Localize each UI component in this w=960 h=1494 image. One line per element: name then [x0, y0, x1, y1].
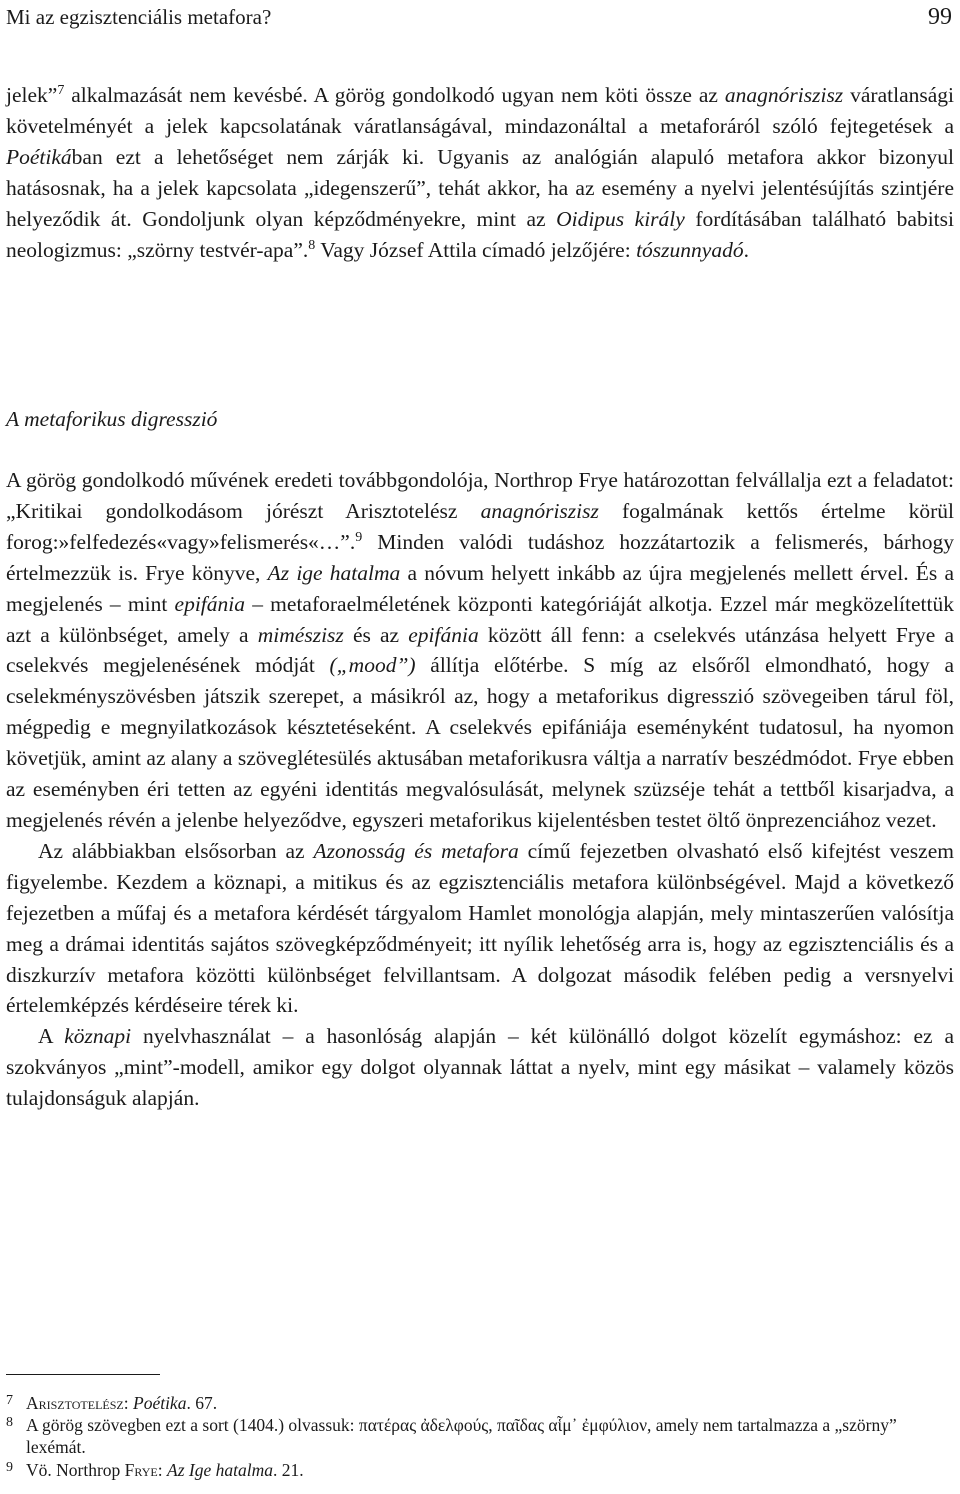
- text-run: fordításában található babitsi neologizmus: „szörny testvér-apa”.: [6, 206, 954, 262]
- italic-term: mimészisz: [257, 622, 344, 647]
- text-run: Az alábbiakban elsősorban az: [38, 838, 314, 863]
- footnote-author: Frye: [124, 1459, 158, 1480]
- italic-term: („mood”): [329, 653, 416, 678]
- section-body: [6, 465, 954, 1114]
- text-run: és az: [343, 622, 409, 647]
- paragraph-3: [6, 836, 954, 1021]
- text-run: fogalmának kettős értelme körül forog:»felfedezés«vagy»felismerés«…”.: [6, 498, 954, 554]
- paragraph-1: [6, 80, 954, 265]
- text-run: között áll fenn: a cselekvés utánzása helyett Frye a cselekvés megjelenésének módját: [6, 622, 954, 678]
- text-run: című fejezetben olvasható első kifejtést veszem figyelembe. Kezdem a köznapi, a mitikus és az egzisztenciális metafora különbségével. Majd a következő fejezetben a műfaj és a metafora kérdését tárgyalom Hamlet monológja alapján, mely mintaszerűen valósítja meg a drámai identitás sajátos szövegképződményeit; itt nyílik lehetőség arra is, hogy az egzisztenciális és a diszkurzív metafora közötti különbséget felvillantsam. A dolgozat második felében pedig a versnyelvi értelemképzés kérdéseire térek ki.: [6, 838, 954, 1018]
- running-head: [6, 2, 954, 32]
- footnote-9: 9 Vö. Northrop Frye: Az Ige hatalma. 21.: [6, 1459, 304, 1480]
- paragraph-4: [6, 1021, 954, 1114]
- italic-title: Poétiká: [6, 144, 72, 169]
- text-run: Vö. Northrop: [26, 1459, 125, 1480]
- text-run: . 21.: [272, 1459, 304, 1480]
- italic-term: epifánia: [174, 591, 245, 616]
- text-run: Vagy József Attila címadó jelzőjére:: [315, 237, 637, 262]
- text-run: Minden valódi tudáshoz hozzátartozik a felismerés, bárhogy értelmezzük is. Frye könyve,: [6, 529, 954, 585]
- intro-paragraph-block: [6, 80, 954, 265]
- footnotes: [6, 1392, 954, 1481]
- footnote-separator: [6, 1374, 160, 1375]
- text-run: . 67.: [186, 1393, 218, 1413]
- text-run: alkalmazását nem kevésbé. A görög gondolkodó ugyan nem köti össze az: [64, 83, 725, 107]
- text-run: , amely nem tartalmazza a „szörny” lexémát.: [26, 1415, 897, 1458]
- text-run: jelek”: [6, 83, 58, 107]
- text-run: állítja előtérbe. S míg az elsőről elmondható, hogy a cselekményszövésben játszik szerepet, a másikról az, hogy a metaforikus digresszió szövegeiben tárul föl, mégpedig e megnyilatkozások késztetéseként. A cselekvés epifániája eseményként tudatosul, ha nyomon követjük, amint az alany a szöveglétesülés aktusában metaforikusra váltja a narratív beszédmódot. Frye ebben az eseményben éri tetten az egyéni identitás megvalósulását, melynek szüzséje tehát a tettből kisarjadva, a megjelenés révén a jelenbe helyeződve, egyszeri metaforikus kijelentésben testet öltő önprezenciához vezet.: [6, 653, 954, 832]
- footnote-work-title: Az Ige hatalma: [167, 1459, 273, 1480]
- italic-title: tószunnyadó: [636, 237, 744, 262]
- footnote-8: 8 A görög szövegben ezt a sort (1404.) olvassuk: πατέρας ἀδελφούς, παῖδας αἷμ᾽ ἐμφύλιον, amely nem tartalmazza a „szörny” lexémát.: [6, 1415, 897, 1458]
- text-run: :: [157, 1459, 167, 1480]
- paragraph-2: [6, 465, 954, 836]
- footnote-author: Arisztotelész: [26, 1393, 124, 1413]
- greek-quotation: πατέρας ἀδελφούς, παῖδας αἷμ᾽ ἐμφύλιον: [358, 1415, 647, 1436]
- italic-term: köznapi: [64, 1024, 132, 1049]
- text-run: – metaforaelméletének központi kategóriáját alkotja. Ezzel már megközelítettük azt a különbséget, amely a: [6, 591, 954, 647]
- italic-title: Azonosság és metafora: [313, 838, 519, 863]
- italic-term: anagnóriszisz: [724, 83, 844, 107]
- footnote-ref-8[interactable]: 8: [308, 237, 316, 253]
- text-run: ban ezt a lehetőséget nem zárják ki. Ugyanis az analógián alapuló metafora akkor bizonyul hatásosnak, ha a jelek kapcsolata „idegenszerű”, tehát akkor, ha az esemény a nyelvi jelentésújítás szintjére helyeződik át. Gondoljunk olyan képződményekre, mint az: [6, 144, 954, 231]
- page-number: 99: [928, 4, 952, 30]
- text-run: A görög szövegben ezt a sort (1404.) olvassuk:: [26, 1415, 359, 1436]
- text-run: váratlansági követelményét a jelek kapcsolatának váratlanságával, mindazonáltal a metaforáról szóló fejtegetések a: [6, 83, 954, 138]
- text-run: A görög gondolkodó művének eredeti továbbgondolója, Northrop Frye határozottan felvállalja ezt a feladatot: „Kritikai gondolkodásom jórészt Arisztotelész: [6, 468, 954, 523]
- italic-title: Oidipus király: [556, 206, 685, 231]
- footnote-ref-7[interactable]: 7: [57, 83, 65, 98]
- text-run: A: [38, 1024, 65, 1049]
- italic-title: Az ige hatalma: [267, 560, 401, 585]
- italic-term: epifánia: [408, 622, 479, 647]
- footnote-ref-9[interactable]: 9: [355, 529, 363, 545]
- text-run: a nóvum helyett inkább az újra megjelenés mellett érvel. És a megjelenés – mint: [6, 560, 954, 616]
- footnote-7: 7 Arisztotelész: Poétika. 67.: [6, 1393, 218, 1413]
- text-run: :: [123, 1393, 133, 1413]
- footnote-work-title: Poétika: [133, 1393, 187, 1413]
- text-run: nyelvhasználat – a hasonlóság alapján – két különálló dolgot közelít egymáshoz: ez a szokványos „mint”-modell, amikor egy dolgot olyannak láttat a nyelv, mint egy másikat – valamely közös tulajdonságuk alapján.: [6, 1024, 955, 1111]
- text-run: .: [743, 237, 749, 262]
- italic-term: anagnóriszisz: [480, 498, 599, 523]
- running-head-title: Mi az egzisztenciális metafora?: [6, 5, 272, 29]
- section-heading: A metaforikus digresszió: [6, 407, 218, 431]
